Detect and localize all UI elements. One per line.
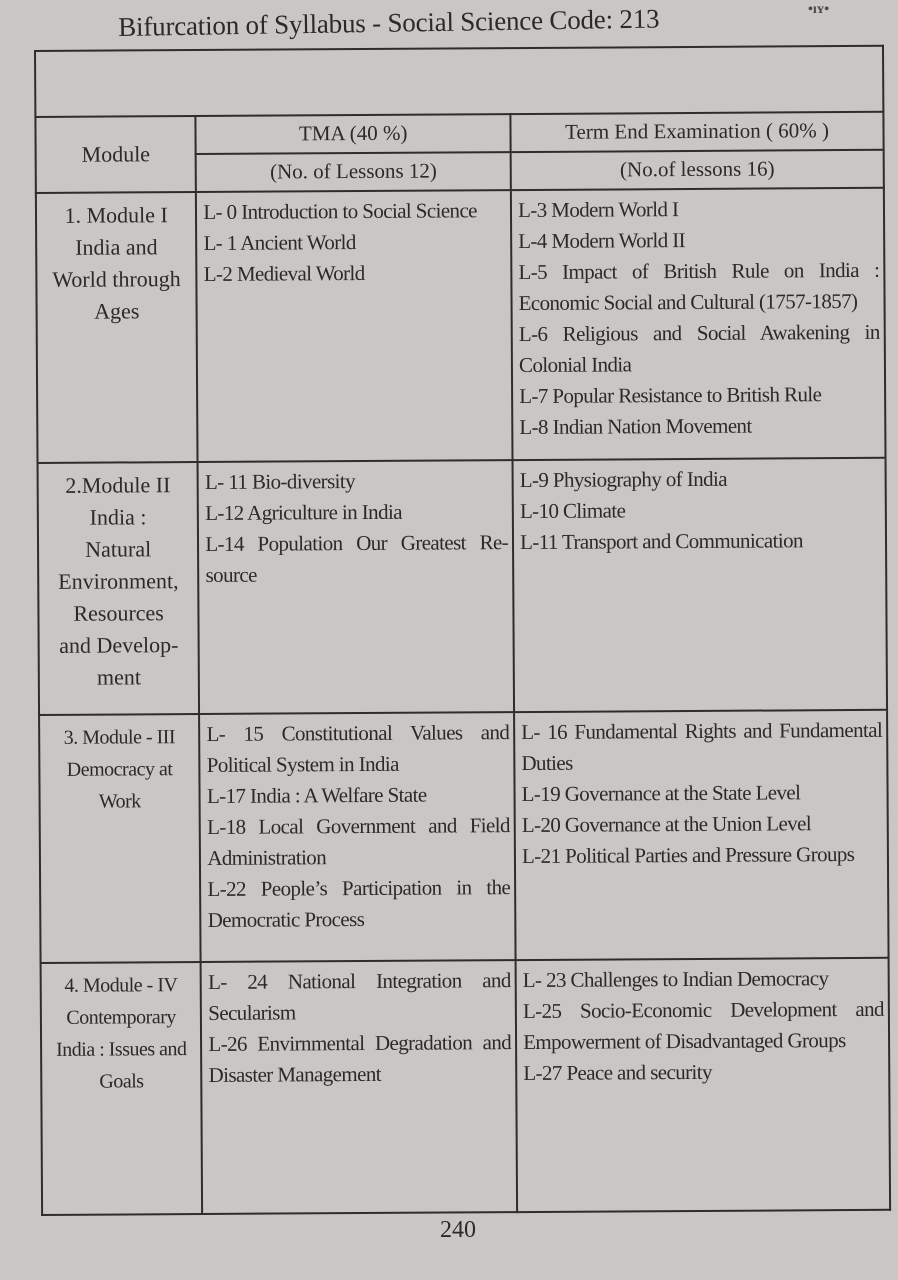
tee-lessons-cell [514, 710, 888, 960]
lesson-item: L-6 Religious and Social Awakening in Colonial India [518, 319, 880, 378]
lesson-item: L-22 People’s Participation in the Democratic Process [207, 875, 511, 932]
table-row [39, 710, 888, 963]
lesson-item: L-7 Popular Resistance to British Rule [519, 382, 822, 409]
module-line: Ages [94, 298, 140, 324]
header-tee-title: Term End Examination ( 60% ) [510, 112, 883, 152]
module-line: India and [75, 234, 158, 260]
module-line: Contemporary [66, 1006, 176, 1029]
module-line: 3. Module - III [63, 726, 176, 749]
page-number: 240 [440, 1217, 476, 1243]
module-line: Work [98, 790, 141, 813]
lesson-item: L-18 Local Government and Field Administration [207, 813, 510, 870]
lesson-item: L-19 Governance at the State Level [521, 780, 801, 807]
lesson-item: L-11 Transport and Communication [520, 528, 803, 555]
module-line: 1. Module I [64, 202, 168, 228]
header-tee-subtitle: (No.of lessons 16) [511, 150, 884, 190]
syllabus-table-container [34, 45, 891, 1216]
lesson-item: L-20 Governance at the Union Level [521, 811, 812, 838]
lesson-item: L- 1 Ancient World [203, 230, 356, 255]
lesson-item: L-26 Envirnmental Degradation and Disaster Management [208, 1030, 512, 1087]
lesson-item: L- 11 Bio-diversity [204, 469, 356, 494]
syllabus-table [34, 45, 891, 1216]
module-line: 2.Module II [65, 472, 171, 498]
tma-lessons-cell [198, 460, 514, 714]
lesson-item: L- 0 Introduction to Social Science [203, 198, 477, 224]
table-empty-top-row [35, 46, 883, 117]
module-line: 4. Module - IV [64, 974, 178, 997]
page-title: Bifurcation of Syllabus - Social Science Code: 213 [118, 3, 660, 42]
module-line: ment [96, 664, 142, 690]
module-cell [41, 962, 203, 1215]
module-line: Democracy at [66, 758, 173, 781]
module-line: Natural [85, 536, 152, 562]
module-line: India : Issues and [56, 1038, 187, 1061]
lesson-item: L-21 Political Parties and Pressure Groups [521, 842, 855, 869]
module-cell [38, 462, 200, 715]
lesson-item: L-3 Modern World I [517, 197, 679, 223]
tee-lessons-cell [516, 958, 890, 1212]
lesson-item: L-12 Agriculture in India [205, 499, 402, 525]
header-tma-subtitle: (No. of Lessons 12) [196, 152, 511, 192]
tma-lessons-cell [199, 712, 515, 962]
tma-lessons-cell [196, 190, 512, 462]
tma-lessons-cell [201, 960, 517, 1214]
tee-lessons-cell [513, 458, 887, 712]
lesson-item: L- 16 Fundamental Rights and Fundamental Duties [521, 717, 883, 776]
empty-cell [35, 46, 883, 117]
lesson-item: L- 15 Constitutional Values and Political System in India [206, 720, 510, 777]
lesson-item: L-9 Physiography of India [519, 466, 728, 493]
lesson-item: L-5 Impact of British Rule on India : Economic Social and Cultural (1757-1857) [518, 257, 880, 316]
module-line: Resources [73, 600, 164, 626]
module-line: India : [89, 504, 147, 530]
lesson-item: L-17 India : A Welfare State [206, 782, 427, 808]
header-row-1 [35, 112, 883, 155]
lesson-item: L- 24 National Integration and Secularism [207, 968, 511, 1025]
lesson-item: L-10 Climate [519, 498, 626, 524]
lesson-item: L-2 Medieval World [203, 260, 365, 286]
header-tma-title: TMA (40 %) [196, 114, 511, 154]
lesson-item: L-27 Peace and security [523, 1059, 712, 1086]
module-cell [36, 192, 198, 463]
module-line: Environment, [58, 568, 179, 594]
module-cell [39, 714, 201, 963]
table-row [41, 958, 891, 1215]
module-line: and Develop- [59, 632, 179, 658]
lesson-item: L-25 Socio-Economic Development and Empowerment of Disadvantaged Groups [522, 996, 884, 1055]
lesson-item: L- 23 Challenges to Indian Democracy [522, 966, 829, 993]
lesson-item: L-8 Indian Nation Movement [519, 413, 752, 440]
lesson-item: L-14 Population Our Greatest Re-source [205, 530, 509, 587]
table-row [36, 188, 886, 463]
print-smudge: •ıʏ• [808, 2, 830, 17]
module-line: Goals [99, 1070, 144, 1093]
lesson-item: L-4 Modern World II [518, 228, 686, 254]
header-module: Module [35, 116, 196, 193]
table-row [38, 458, 888, 715]
tee-lessons-cell [511, 188, 886, 460]
module-line: World through [52, 266, 181, 292]
